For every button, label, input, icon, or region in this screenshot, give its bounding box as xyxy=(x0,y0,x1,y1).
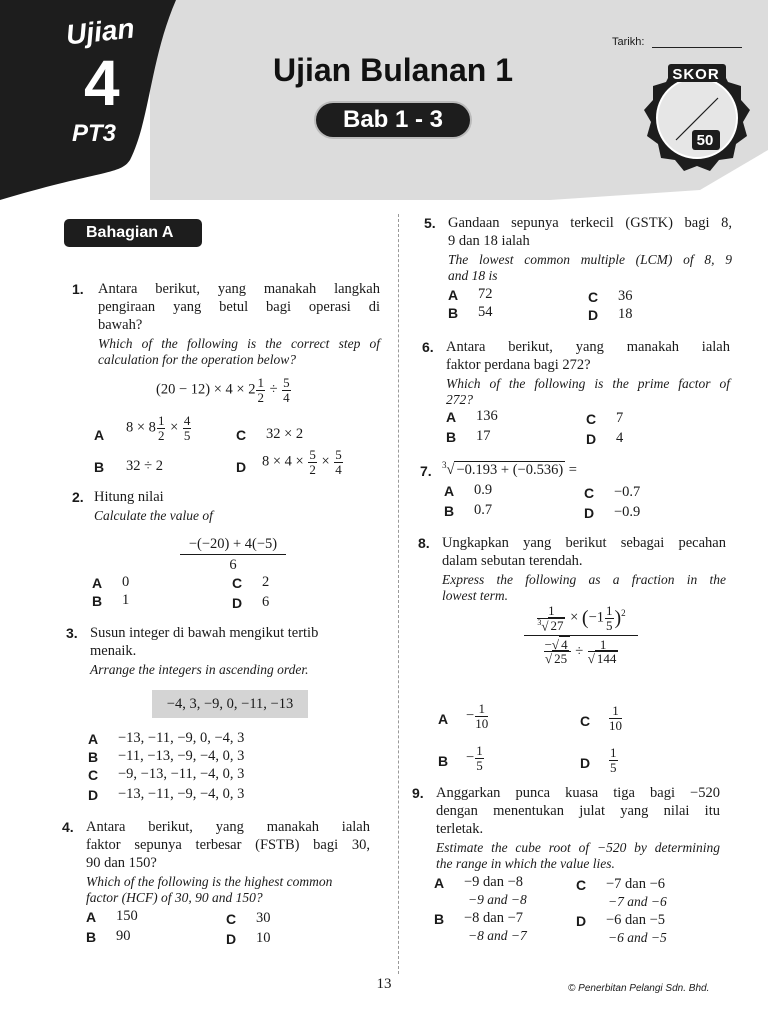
option-c-letter: C xyxy=(88,767,99,783)
question-text-ms: dengan menentukan julat yang nilai itu xyxy=(436,803,720,819)
question-text-en: calculation for the operation below? xyxy=(98,352,296,367)
option-b-letter: B xyxy=(86,929,97,945)
option-a-letter: A xyxy=(88,731,99,747)
option-d-value: $\frac{1}{5}$ xyxy=(610,745,617,775)
option-d-value: 6 xyxy=(262,594,270,610)
question-text-en: The lowest common multiple (LCM) of 8, 9 xyxy=(448,252,732,267)
question-text-en: the range in which the value lies. xyxy=(436,856,615,871)
question-text-ms: Antara berikut, yang manakah ialah xyxy=(446,339,730,355)
option-a-value-en: −9 and −8 xyxy=(468,892,527,907)
option-d-value: −6 dan −5 xyxy=(606,912,666,928)
question-text-ms: faktor perdana bagi 272? xyxy=(446,357,591,373)
column-divider xyxy=(398,214,399,974)
question-text-ms: Hitung nilai xyxy=(94,489,164,505)
option-c-letter: C xyxy=(236,427,247,443)
option-c-value: −7 dan −6 xyxy=(606,876,666,892)
option-b-letter: B xyxy=(434,911,445,927)
option-a-letter: A xyxy=(438,711,449,727)
operation-expression: (20 − 12) × 4 × 2 $\frac{1}{2}$ ÷ $\frac{5}{4}$ xyxy=(156,375,290,405)
question-text-ms: Antara berikut, yang manakah langkah xyxy=(98,281,380,297)
option-a-letter: A xyxy=(94,427,105,443)
option-c-value: −0.7 xyxy=(614,484,641,500)
option-b-letter: B xyxy=(88,749,99,765)
option-a-value: −9 dan −8 xyxy=(464,874,524,890)
page-number: 13 xyxy=(376,976,392,992)
option-d-letter: D xyxy=(232,595,243,611)
option-d-value: −13, −11, −9, −4, 0, 3 xyxy=(118,786,245,802)
question-number: 2. xyxy=(72,489,84,505)
option-d-value-en: −6 and −5 xyxy=(608,930,667,945)
option-b-value: −11, −13, −9, −4, 0, 3 xyxy=(118,748,245,764)
option-d-value: 10 xyxy=(256,930,271,946)
option-b-value: 0.7 xyxy=(474,502,493,518)
option-b-letter: B xyxy=(94,459,105,475)
date-label: Tarikh: xyxy=(612,36,645,48)
score-label: SKOR xyxy=(672,66,720,83)
option-b-letter: B xyxy=(444,503,455,519)
option-c-value: 7 xyxy=(616,410,624,426)
question-text-en: factor (HCF) of 30, 90 and 150? xyxy=(86,890,263,905)
option-d-value: 4 xyxy=(616,430,624,446)
question-text-en: and 18 is xyxy=(448,268,498,283)
question-number: 8. xyxy=(418,535,430,551)
option-c-letter: C xyxy=(586,411,597,427)
option-c-value: 30 xyxy=(256,910,271,926)
question-text-en: Express the following as a fraction in the xyxy=(442,572,726,587)
question-text-en: Arrange the integers in ascending order. xyxy=(90,662,309,677)
option-b-value: −8 dan −7 xyxy=(464,910,524,926)
option-a-value: 8 × 8 $\frac{1}{2}$ × $\frac{4}{5}$ xyxy=(126,413,191,443)
option-c-letter: C xyxy=(232,575,243,591)
integer-list-box: −4, 3, −9, 0, −11, −13 xyxy=(152,690,308,718)
option-d-letter: D xyxy=(584,505,595,521)
option-a-value: 0.9 xyxy=(474,482,493,498)
option-c-letter: C xyxy=(588,289,599,305)
question-text-ms: bawah? xyxy=(98,317,143,333)
option-c-value: $\frac{1}{10}$ xyxy=(609,703,622,733)
option-d-value: 8 × 4 × $\frac{5}{2}$ × $\frac{5}{4}$ xyxy=(262,447,342,477)
option-b-letter: B xyxy=(446,429,457,445)
question-text-ms: 90 dan 150? xyxy=(86,855,157,871)
option-b-value-en: −8 and −7 xyxy=(468,928,527,943)
option-c-value: 2 xyxy=(262,574,270,590)
option-a-letter: A xyxy=(446,409,457,425)
question-text-en: Which of the following is the correct step of xyxy=(98,336,380,351)
option-c-value-en: −7 and −6 xyxy=(608,894,667,909)
question-text-ms: terletak. xyxy=(436,821,484,837)
question-number: 6. xyxy=(422,339,434,355)
option-a-letter: A xyxy=(448,287,459,303)
option-b-letter: B xyxy=(448,305,459,321)
question-number: 1. xyxy=(72,281,84,297)
option-d-letter: D xyxy=(586,431,597,447)
option-a-value: 150 xyxy=(116,908,138,924)
option-c-value: 36 xyxy=(618,288,633,304)
option-d-letter: D xyxy=(580,755,591,771)
question-text-en: Which of the following is the prime factor of xyxy=(446,376,730,391)
option-a-value: −13, −11, −9, 0, −4, 3 xyxy=(118,730,245,746)
option-a-letter: A xyxy=(86,909,97,925)
option-a-value: 72 xyxy=(478,286,493,302)
page-title: Ujian Bulanan 1 xyxy=(272,52,514,88)
option-b-letter: B xyxy=(92,593,103,609)
date-line xyxy=(652,47,742,48)
question-number: 4. xyxy=(62,819,74,835)
option-a-value: − $\frac{1}{10}$ xyxy=(466,701,489,731)
option-d-value: −0.9 xyxy=(614,504,641,520)
option-c-letter: C xyxy=(580,713,591,729)
option-b-value: 17 xyxy=(476,428,491,444)
question-text-ms: Ungkapkan yang berikut sebagai pecahan xyxy=(442,535,726,551)
question-text-ms: Anggarkan punca kuasa tiga bagi −520 xyxy=(436,785,720,801)
option-c-value: −9, −13, −11, −4, 0, 3 xyxy=(118,766,245,782)
question-text-en: lowest term. xyxy=(442,588,508,603)
question-number: 5. xyxy=(424,215,436,231)
option-c-letter: C xyxy=(226,911,237,927)
question-text-ms: Antara berikut, yang manakah ialah xyxy=(86,819,370,835)
question-number: 3. xyxy=(66,625,78,641)
option-b-letter: B xyxy=(438,753,449,769)
question-text-ms: Gandaan sepunya terkecil (GSTK) bagi 8, xyxy=(448,215,732,231)
question-text-ms: menaik. xyxy=(90,643,137,659)
option-c-value: 32 × 2 xyxy=(266,426,304,442)
option-c-letter: C xyxy=(576,877,587,893)
question-text-ms: Susun integer di bawah mengikut tertib xyxy=(90,625,319,641)
publisher-credit: © Penerbitan Pelangi Sdn. Bhd. xyxy=(568,983,710,994)
option-a-value: 136 xyxy=(476,408,498,424)
chapter-pill: Bab 1 - 3 xyxy=(316,103,470,137)
option-a-letter: A xyxy=(444,483,455,499)
expression-fraction: −(−20) + 4(−5) 6 xyxy=(180,534,286,575)
option-b-value: 90 xyxy=(116,928,131,944)
option-b-value: 32 ÷ 2 xyxy=(126,458,163,474)
compound-fraction-expression: $\frac{1}{^3√ 27}$ × (−1 $\frac{1}{5}$ )$^2$ $\frac{-√ 4}{√ 25}$ ÷ $\frac{1}{√ 144}$ xyxy=(524,604,638,666)
question-text-ms: faktor sepunya terbesar (FSTB) bagi 30, xyxy=(86,837,370,853)
score-max: 50 xyxy=(696,132,714,149)
question-text-en: Which of the following is the highest common xyxy=(86,874,333,889)
section-badge: Bahagian A xyxy=(64,219,202,247)
question-text-ms: pengiraan yang betul bagi operasi di xyxy=(98,299,380,315)
test-badge-number: 4 xyxy=(84,47,120,119)
question-text-en: Estimate the cube root of −520 by determining xyxy=(436,840,720,855)
cube-root-expression: $^3$√ −0.193 + (−0.536) = xyxy=(442,460,577,478)
test-badge-level: PT3 xyxy=(72,120,117,147)
option-d-letter: D xyxy=(236,459,247,475)
option-c-letter: C xyxy=(584,485,595,501)
question-text-en: Calculate the value of xyxy=(94,508,213,523)
option-a-value: 0 xyxy=(122,574,130,590)
option-b-value: 1 xyxy=(122,592,130,608)
option-b-value: 54 xyxy=(478,304,493,320)
question-number: 9. xyxy=(412,785,424,801)
option-d-letter: D xyxy=(588,307,599,323)
option-d-letter: D xyxy=(226,931,237,947)
question-text-ms: 9 dan 18 ialah xyxy=(448,233,530,249)
option-a-letter: A xyxy=(92,575,103,591)
option-a-letter: A xyxy=(434,875,445,891)
question-text-ms: dalam sebutan terendah. xyxy=(442,553,583,569)
option-b-value: − $\frac{1}{5}$ xyxy=(466,743,483,773)
option-d-letter: D xyxy=(576,913,587,929)
option-d-value: 18 xyxy=(618,306,633,322)
test-badge-title: Ujian xyxy=(64,12,136,51)
option-d-letter: D xyxy=(88,787,99,803)
question-number: 7. xyxy=(420,463,432,479)
question-text-en: 272? xyxy=(446,392,473,407)
